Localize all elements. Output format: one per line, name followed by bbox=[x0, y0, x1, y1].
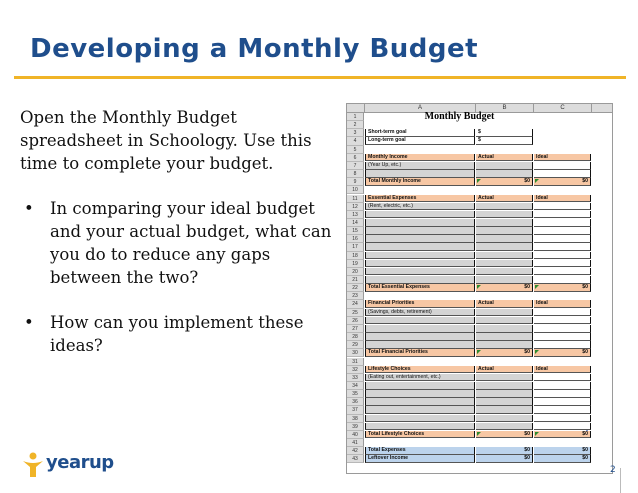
row-number: 3 bbox=[347, 129, 364, 137]
row-number: 42 bbox=[347, 447, 364, 455]
cell-b bbox=[476, 276, 533, 284]
cell-a: (Eating out, entertainment, etc.) bbox=[365, 374, 475, 382]
slide-corner-line bbox=[620, 468, 638, 493]
slide-body bbox=[20, 106, 342, 379]
row-number: 22 bbox=[347, 284, 364, 292]
cell-a bbox=[365, 398, 475, 406]
cell-a bbox=[365, 333, 475, 341]
cell-c bbox=[534, 276, 591, 284]
cell-c bbox=[534, 390, 591, 398]
column-header-c: C bbox=[534, 104, 592, 113]
budget-spreadsheet-image bbox=[346, 103, 613, 474]
row-number: 11 bbox=[347, 195, 364, 203]
row-number: 41 bbox=[347, 439, 364, 447]
row-number: 7 bbox=[347, 162, 364, 170]
cell-a bbox=[365, 341, 475, 349]
bullet-item bbox=[20, 197, 342, 289]
cell-c: $0 bbox=[534, 431, 591, 439]
bullet-text: How can you implement these ideas? bbox=[50, 313, 304, 355]
cell-a bbox=[365, 317, 475, 325]
cell-b bbox=[476, 415, 533, 423]
cell-a: (Year Up, etc.) bbox=[365, 162, 475, 170]
cell-a bbox=[365, 235, 475, 243]
cell-b: $0 bbox=[476, 284, 533, 292]
bullet-glyph: • bbox=[24, 313, 34, 332]
cell-b bbox=[476, 382, 533, 390]
cell-b bbox=[476, 203, 533, 211]
formula-flag bbox=[535, 285, 539, 289]
cell-a bbox=[365, 390, 475, 398]
cell-b: $0 bbox=[476, 431, 533, 439]
row-number: 37 bbox=[347, 406, 364, 414]
cell-b bbox=[476, 260, 533, 268]
cell-c bbox=[534, 341, 591, 349]
cell-a bbox=[365, 243, 475, 251]
row-number: 32 bbox=[347, 366, 364, 374]
bullet-list bbox=[20, 197, 342, 357]
person-figure-icon bbox=[22, 452, 44, 478]
cell-c bbox=[534, 211, 591, 219]
formula-flag bbox=[477, 179, 481, 183]
cell-a: Lifestyle Choices bbox=[365, 366, 475, 374]
cell-c bbox=[534, 235, 591, 243]
cell-c bbox=[534, 374, 591, 382]
logo-wordmark: yearup bbox=[46, 452, 114, 473]
row-number: 26 bbox=[347, 317, 364, 325]
corner-header bbox=[347, 104, 365, 113]
formula-flag bbox=[535, 432, 539, 436]
row-number: 6 bbox=[347, 154, 364, 162]
formula-flag bbox=[477, 432, 481, 436]
cell-b bbox=[476, 219, 533, 227]
cell-c: $0 bbox=[534, 284, 591, 292]
row-number: 15 bbox=[347, 227, 364, 235]
cell-b: Actual bbox=[476, 195, 533, 203]
cell-b bbox=[476, 406, 533, 414]
row-number: 17 bbox=[347, 243, 364, 251]
row-number: 39 bbox=[347, 423, 364, 431]
cell-c bbox=[534, 333, 591, 341]
cell-a: (Savings, debts, retirement) bbox=[365, 309, 475, 317]
row-number: 8 bbox=[347, 170, 364, 178]
row-number: 27 bbox=[347, 325, 364, 333]
cell-a bbox=[365, 260, 475, 268]
row-number: 43 bbox=[347, 455, 364, 463]
cell-a: (Rent, electric, etc.) bbox=[365, 203, 475, 211]
cell-a bbox=[365, 252, 475, 260]
cell-b bbox=[476, 170, 533, 178]
cell-a bbox=[365, 170, 475, 178]
cell-b bbox=[476, 211, 533, 219]
cell-a bbox=[365, 227, 475, 235]
row-number: 28 bbox=[347, 333, 364, 341]
row-number: 23 bbox=[347, 292, 364, 300]
cell-c bbox=[534, 170, 591, 178]
cell-a bbox=[365, 415, 475, 423]
cell-c: $0 bbox=[534, 178, 591, 186]
cell-c: Ideal bbox=[534, 195, 591, 203]
bullet-item bbox=[20, 311, 342, 357]
cell-b bbox=[476, 243, 533, 251]
bullet-glyph: • bbox=[24, 199, 34, 218]
row-number: 33 bbox=[347, 374, 364, 382]
cell-b bbox=[476, 309, 533, 317]
cell-c bbox=[534, 406, 591, 414]
row-number: 13 bbox=[347, 211, 364, 219]
cell-c bbox=[534, 415, 591, 423]
cell-c bbox=[534, 398, 591, 406]
cell-b bbox=[476, 374, 533, 382]
cell-b: Actual bbox=[476, 154, 533, 162]
row-number: 4 bbox=[347, 137, 364, 145]
row-number: 36 bbox=[347, 398, 364, 406]
row-number: 29 bbox=[347, 341, 364, 349]
cell-c: $0 bbox=[534, 349, 591, 357]
cell-b bbox=[476, 333, 533, 341]
formula-flag bbox=[477, 350, 481, 354]
cell-c: $0 bbox=[534, 455, 591, 463]
cell-b bbox=[476, 227, 533, 235]
formula-flag bbox=[535, 350, 539, 354]
cell-c bbox=[534, 309, 591, 317]
bullet-text: In comparing your ideal budget and your actual budget, what can you do to reduce any gaps between the two? bbox=[50, 199, 332, 287]
cell-c bbox=[534, 382, 591, 390]
row-number: 14 bbox=[347, 219, 364, 227]
cell-b: $0 bbox=[476, 349, 533, 357]
cell-b: Actual bbox=[476, 300, 533, 308]
column-header-d bbox=[592, 104, 612, 113]
cell-b bbox=[476, 317, 533, 325]
cell-b bbox=[476, 423, 533, 431]
row-number: 38 bbox=[347, 415, 364, 423]
cell-c bbox=[534, 252, 591, 260]
cell-b bbox=[476, 341, 533, 349]
cell-c bbox=[534, 219, 591, 227]
cell-c: Ideal bbox=[534, 154, 591, 162]
cell-c: Ideal bbox=[534, 366, 591, 374]
row-number: 1 bbox=[347, 113, 364, 121]
row-number: 35 bbox=[347, 390, 364, 398]
row-number: 31 bbox=[347, 358, 364, 366]
row-number: 24 bbox=[347, 300, 364, 308]
cell-a: Total Financial Priorities bbox=[365, 349, 475, 357]
cell-c: $0 bbox=[534, 447, 591, 455]
cell-a: Total Lifestyle Choices bbox=[365, 431, 475, 439]
cell-a bbox=[365, 211, 475, 219]
row-number: 16 bbox=[347, 235, 364, 243]
cell-b bbox=[476, 268, 533, 276]
spreadsheet-title: Monthly Budget bbox=[424, 111, 495, 122]
cell-b bbox=[476, 390, 533, 398]
cell-a bbox=[365, 276, 475, 284]
cell-a bbox=[365, 325, 475, 333]
row-number: 34 bbox=[347, 382, 364, 390]
cell-c bbox=[534, 423, 591, 431]
cell-b: $ bbox=[476, 137, 533, 145]
column-header-b: B bbox=[476, 104, 534, 113]
cell-c: Ideal bbox=[534, 300, 591, 308]
cell-c bbox=[534, 268, 591, 276]
cell-b bbox=[476, 398, 533, 406]
formula-flag bbox=[477, 285, 481, 289]
page-number: 2 bbox=[610, 465, 616, 475]
slide-title: Developing a Monthly Budget bbox=[30, 34, 479, 64]
cell-a bbox=[365, 219, 475, 227]
cell-b: $0 bbox=[476, 178, 533, 186]
cell-a: Monthly Income bbox=[365, 154, 475, 162]
row-number: 20 bbox=[347, 268, 364, 276]
row-number: 25 bbox=[347, 309, 364, 317]
row-number: 10 bbox=[347, 186, 364, 194]
cell-a: Long-term goal bbox=[365, 137, 475, 145]
formula-flag bbox=[535, 179, 539, 183]
cell-a: Total Essential Expenses bbox=[365, 284, 475, 292]
cell-b bbox=[476, 325, 533, 333]
cell-c bbox=[534, 203, 591, 211]
row-number: 30 bbox=[347, 349, 364, 357]
intro-paragraph: Open the Monthly Budget spreadsheet in Schoology. Use this time to complete your budget. bbox=[20, 108, 312, 173]
cell-c bbox=[534, 243, 591, 251]
column-header-a: A bbox=[365, 104, 476, 113]
row-number: 5 bbox=[347, 146, 364, 154]
cell-a: Essential Expenses bbox=[365, 195, 475, 203]
row-number: 9 bbox=[347, 178, 364, 186]
cell-a bbox=[365, 423, 475, 431]
cell-b bbox=[476, 235, 533, 243]
cell-b: $ bbox=[476, 129, 533, 137]
cell-a: Total Expenses bbox=[365, 447, 475, 455]
row-number: 21 bbox=[347, 276, 364, 284]
row-number: 2 bbox=[347, 121, 364, 129]
cell-c bbox=[534, 260, 591, 268]
cell-a bbox=[365, 406, 475, 414]
row-number: 12 bbox=[347, 203, 364, 211]
cell-a: Leftover Income bbox=[365, 455, 475, 463]
cell-b: Actual bbox=[476, 366, 533, 374]
cell-c bbox=[534, 162, 591, 170]
row-number: 40 bbox=[347, 431, 364, 439]
yearup-logo bbox=[22, 452, 122, 478]
cell-a bbox=[365, 268, 475, 276]
cell-b: $0 bbox=[476, 447, 533, 455]
cell-a: Total Monthly Income bbox=[365, 178, 475, 186]
cell-b bbox=[476, 252, 533, 260]
cell-b: $0 bbox=[476, 455, 533, 463]
row-number: 19 bbox=[347, 260, 364, 268]
title-underline bbox=[14, 76, 626, 79]
cell-c bbox=[534, 227, 591, 235]
cell-a bbox=[365, 382, 475, 390]
cell-c bbox=[534, 317, 591, 325]
cell-a: Short-term goal bbox=[365, 129, 475, 137]
cell-b bbox=[476, 162, 533, 170]
row-number: 18 bbox=[347, 252, 364, 260]
cell-a: Financial Priorities bbox=[365, 300, 475, 308]
cell-c bbox=[534, 325, 591, 333]
